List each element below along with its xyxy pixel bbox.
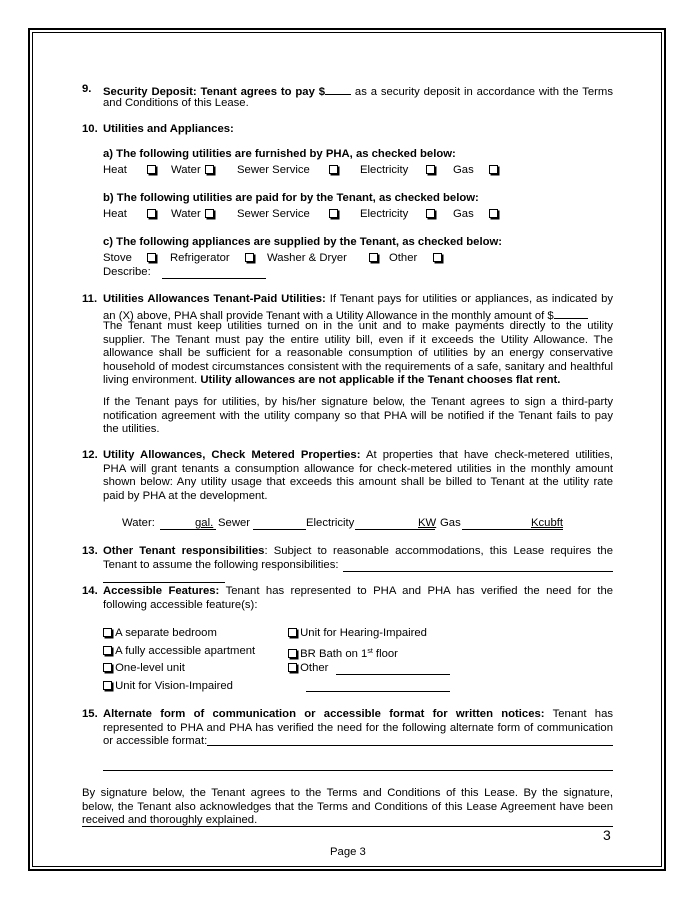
page-label: Page 3 — [330, 846, 366, 858]
responsibilities-blank-1[interactable] — [343, 571, 613, 572]
checkbox-pha-water[interactable] — [205, 165, 214, 174]
checkbox-hearing-impaired[interactable] — [288, 628, 297, 637]
section-10-title: Utilities and Appliances: — [103, 123, 234, 135]
page-number: 3 — [603, 827, 611, 843]
checkbox-pha-electricity[interactable] — [426, 165, 435, 174]
section-11-notification-paragraph: If the Tenant pays for utilities, by his/her signature below, the Tenant agrees to sign a third-party notification agreement with the utility company so that PHA will be notified if the Tenant fails to pay the utilities. — [103, 396, 613, 435]
other-feature-blank-1[interactable] — [336, 674, 450, 675]
section-13-number: 13. — [82, 545, 98, 557]
checkbox-tenant-heat[interactable] — [147, 209, 156, 218]
other-feature-blank-2[interactable] — [306, 691, 450, 692]
section-10c-heading: c) The following appliances are supplied by the Tenant, as checked below: — [103, 236, 503, 248]
checkbox-vision-impaired[interactable] — [103, 681, 112, 690]
section-15-alternate-format: Alternate form of communication or accessible format for written notices: Tenant has represented to PHA and PHA has verified the need for the following alternate form of communication or accessible format: — [103, 708, 613, 747]
section-10b-heading: b) The following utilities are paid for by the Tenant, as checked below: — [103, 192, 479, 204]
section-11-number: 11. — [82, 293, 98, 305]
checkbox-refrigerator[interactable] — [245, 253, 254, 262]
section-9-security-deposit: Security Deposit: Tenant agrees to pay $ as a security deposit in accordance with the Terms and Conditions of this Lease. — [103, 83, 613, 110]
metered-allowance-row: Water: gal. Sewer Electricity KW Gas Kcubft — [122, 517, 564, 529]
section-13-other-responsibilities: Other Tenant responsibilities: Subject to reasonable accommodations, this Lease requires the Tenant to assume the following responsibilities: — [103, 545, 613, 571]
deposit-amount-blank[interactable] — [325, 83, 351, 95]
checkbox-stove[interactable] — [147, 253, 156, 262]
checkbox-pha-heat[interactable] — [147, 165, 156, 174]
checkbox-br-bath[interactable] — [288, 649, 297, 658]
checkbox-pha-gas[interactable] — [489, 165, 498, 174]
alternate-format-blank-1[interactable] — [207, 745, 613, 746]
section-12-number: 12. — [82, 449, 98, 461]
checkbox-fully-accessible[interactable] — [103, 646, 112, 655]
checkbox-tenant-gas[interactable] — [489, 209, 498, 218]
section-11-utility-allowances: Utilities Allowances Tenant-Paid Utilities: If Tenant pays for utilities or appliances, as indicated by an (X) above, PHA shall provide Tenant with a Utility Allowance in the monthly amount of $ The Tenant must keep utilities turned on in the unit and to make payments directly to the utility supplier. The Tenant must pay the entire utility bill, even if it exceeds the Utility Allowance. The allowance shall be sufficient for a reasonable consumption of utilities by an energy conservative household of modest circumstances consistent with the requirements of a safe, sanitary and healthful living environment. Utility allowances are not applicable if the Tenant chooses flat rent. — [103, 293, 613, 386]
describe-blank[interactable] — [162, 278, 266, 279]
feature-other[interactable]: Other — [288, 662, 328, 676]
closing-acknowledgement: By signature below, the Tenant agrees to the Terms and Conditions of this Lease. By the signature, below, the Tenant also acknowledges that the Terms and Conditions of this Lease Agreement have been received and thoroughly explained. — [82, 787, 613, 826]
section-10-number: 10. — [82, 123, 98, 135]
describe-label: Describe: — [103, 266, 151, 278]
responsibilities-blank-2[interactable] — [103, 582, 225, 583]
checkbox-one-level-unit[interactable] — [103, 663, 112, 672]
section-14-accessible-features: Accessible Features: Tenant has represented to PHA and PHA has verified the need for the following accessible feature(s): — [103, 585, 614, 611]
checkbox-pha-sewer[interactable] — [329, 165, 338, 174]
checkbox-washer-dryer[interactable] — [369, 253, 378, 262]
feature-vision-impaired[interactable]: Unit for Vision-Impaired — [103, 680, 233, 694]
feature-one-level-unit[interactable]: One-level unit — [103, 662, 185, 676]
feature-fully-accessible[interactable]: A fully accessible apartment — [103, 645, 255, 659]
checkbox-tenant-water[interactable] — [205, 209, 214, 218]
feature-separate-bedroom[interactable]: A separate bedroom — [103, 627, 217, 641]
checkbox-separate-bedroom[interactable] — [103, 628, 112, 637]
sewer-allowance-blank[interactable] — [253, 529, 306, 530]
section-12-check-metered: Utility Allowances, Check Metered Properties: At properties that have check-metered utilities, PHA will grant tenants a consumption allowance for check-metered utilities in the monthly amount shown below: Any utility usage that exceeds this amount shall be billed to Tenant at the utility rate paid by PHA at the development. — [103, 449, 613, 502]
checkbox-other-feature[interactable] — [288, 663, 297, 672]
feature-br-bath-first-floor[interactable]: BR Bath on 1st floor — [288, 645, 398, 662]
checkbox-other-appliance[interactable] — [433, 253, 442, 262]
section-15-number: 15. — [82, 708, 98, 720]
checkbox-tenant-sewer[interactable] — [329, 209, 338, 218]
utility-allowance-amount-blank[interactable] — [554, 307, 588, 319]
checkbox-tenant-electricity[interactable] — [426, 209, 435, 218]
section-10a-heading: a) The following utilities are furnished by PHA, as checked below: — [103, 148, 456, 160]
section-14-number: 14. — [82, 585, 98, 597]
feature-hearing-impaired[interactable]: Unit for Hearing-Impaired — [288, 627, 427, 641]
section-9-lead: Security Deposit: Tenant agrees to pay $ — [103, 86, 326, 98]
footer-rule — [82, 826, 613, 827]
alternate-format-blank-2[interactable] — [103, 770, 613, 771]
section-9-number: 9. — [82, 83, 92, 95]
